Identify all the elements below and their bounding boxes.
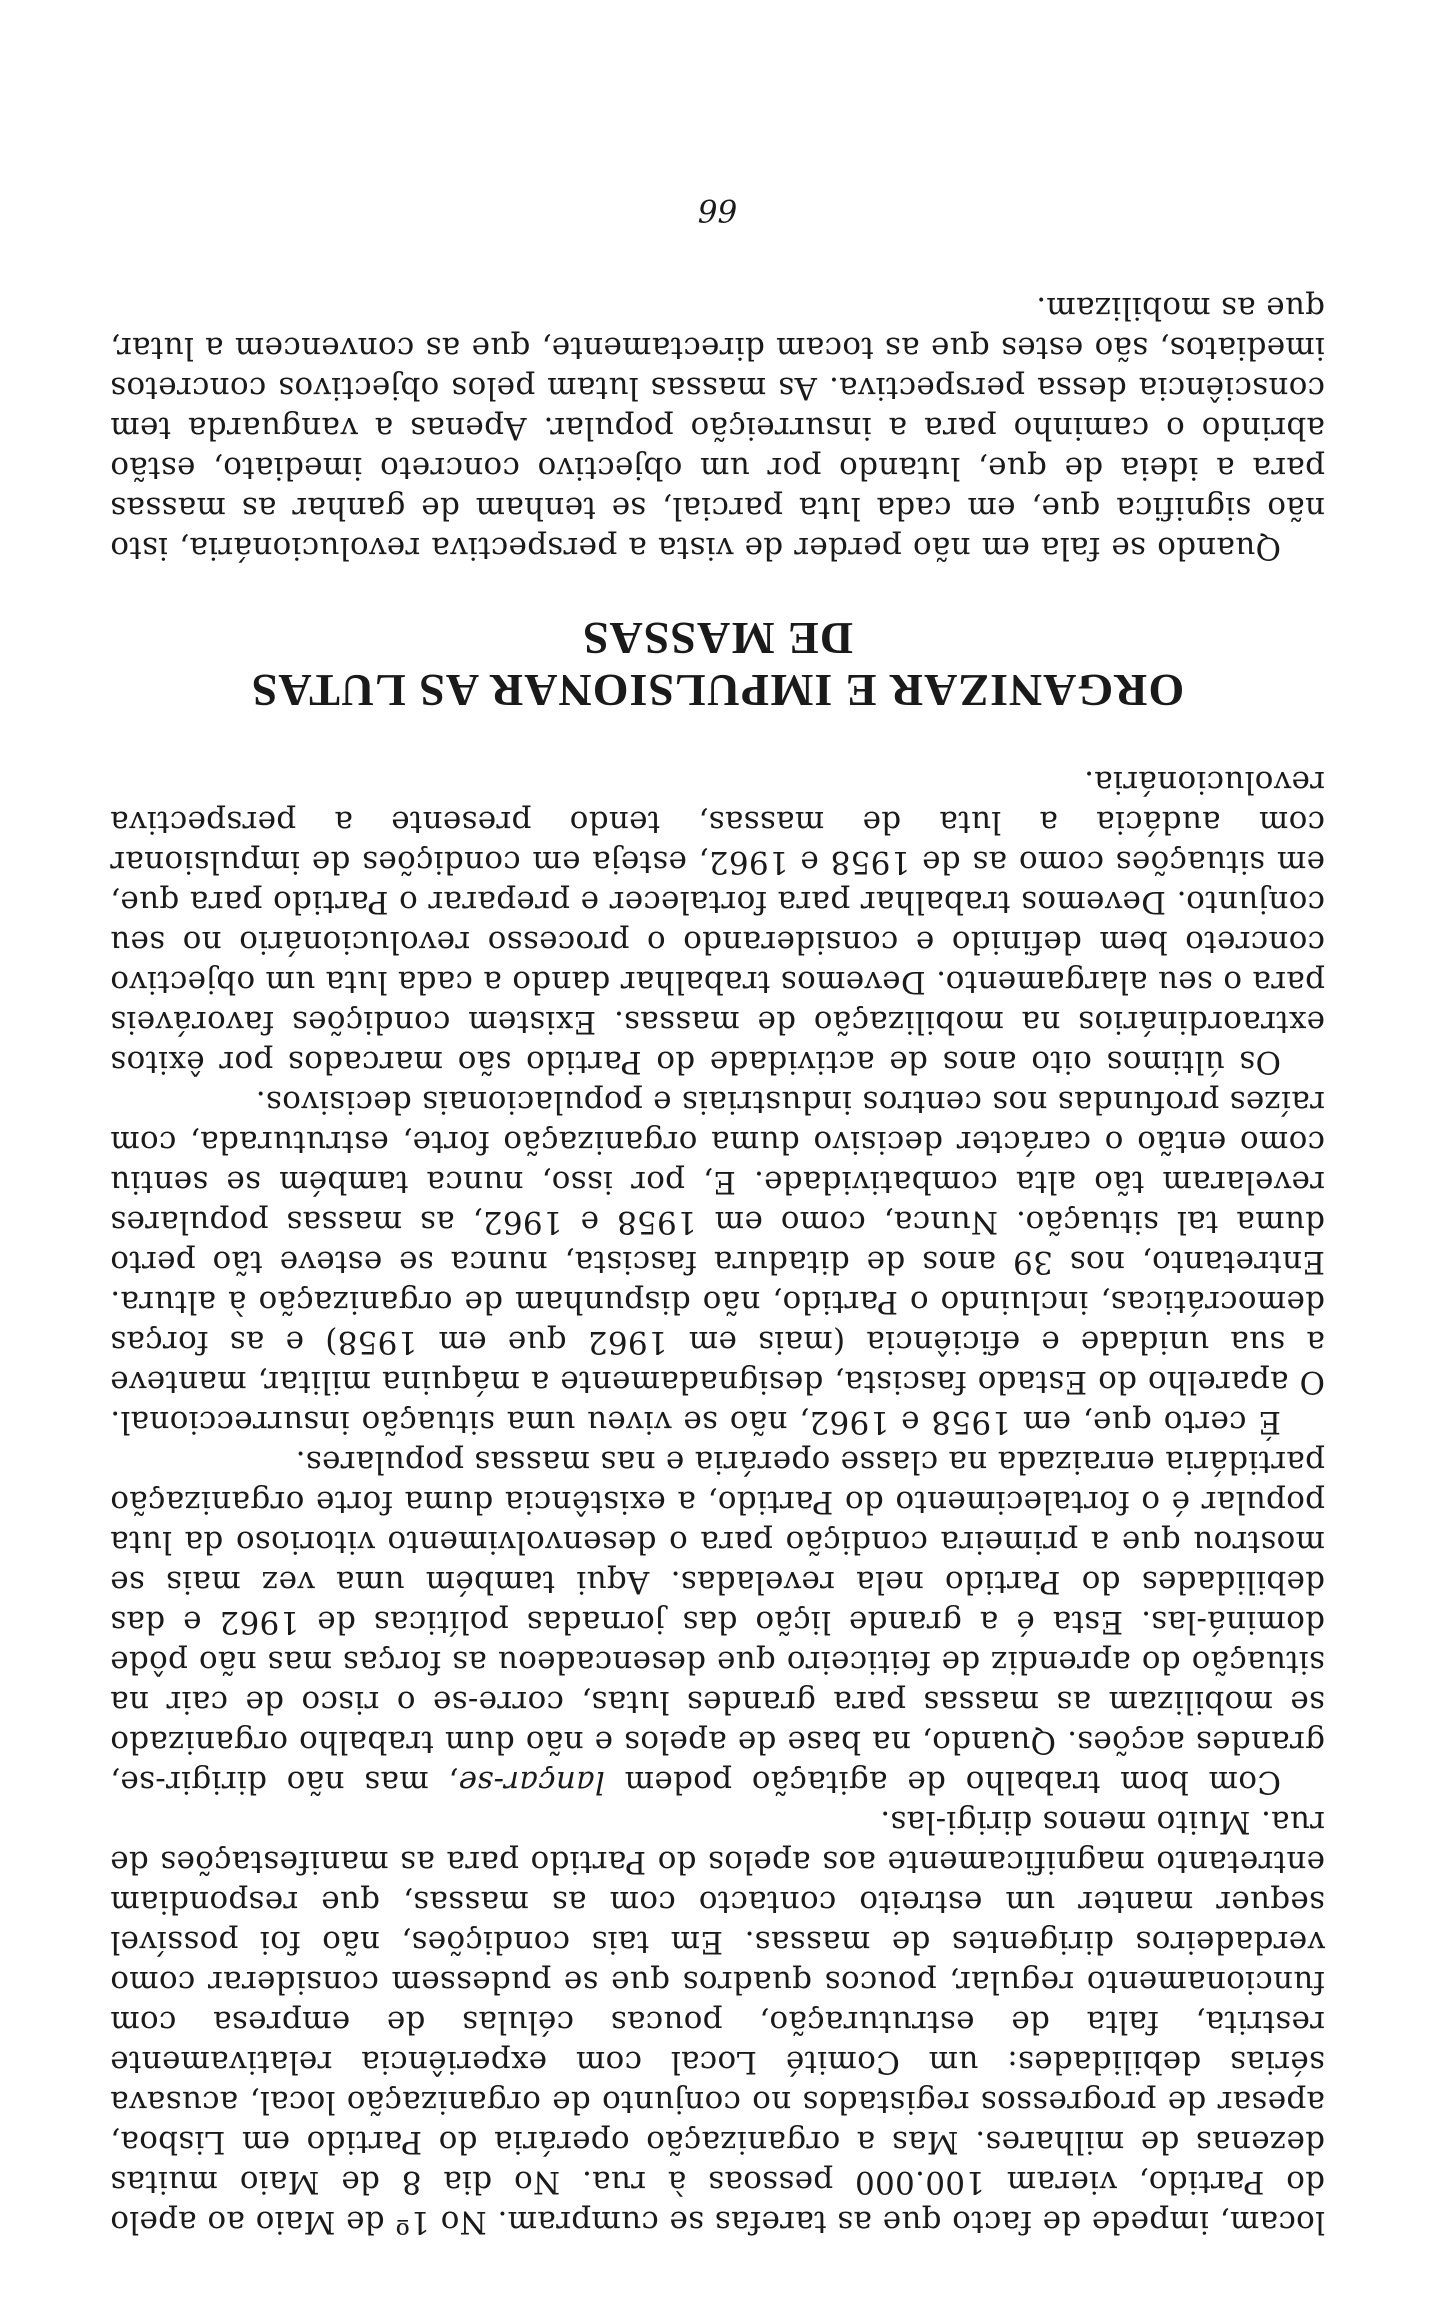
section-heading-line-1: ORGANIZAR E IMPULSIONAR AS LUTAS [250,665,1185,716]
italic-term: lançar-se [458,1764,605,1800]
paragraph-agitation-start: Com bom trabalho de agitação podem [604,1764,1281,1800]
paragraph-agitation [110,1442,1325,1802]
paragraph-perspective: Quando se fala em não perder de vista a perspectiva revolucionária, isto não significa que, em cada luta parcial, se tenham de ganhar as massas para a ideia de que, lutando por um objectivo concreto imediato, estão abrindo o caminho para a insurreição popular. Apenas a vanguarda tem consciência dessa perspectiva. As massas lutam pelos objectivos concretos imediatos, são estes que as tocam directamente, que as convencem a lutar, que as mobilizam. [110,290,1325,566]
section-heading [110,612,1325,716]
paragraph-opening: locam, impede de facto que as tarefas se cumpram. No 1º de Maio ao apelo do Partido, vieram 100.000 pessoas à rua. No dia 8 de Maio muitas dezenas de milhares. Mas a organização operária do Partido em Lisboa, apesar de progressos registados no conjunto de organização local, acusava sérias debilidades: um Comité Local com experiência relativamente restrita, falta de estruturação, poucas células de empresa com funcionamento regular, poucos quadros que se pudessem considerar como verdadeiros dirigentes de massas. Em tais condições, não foi possível sequer manter um estreito contacto com as massas, que respondiam entretanto magnificamente aos apelos do Partido para as manifestações de rua. Muito menos dirigi-las. [110,1804,1325,2240]
paragraph-achievements: Os últimos oito anos de actividade do Partido são marcados por êxitos extraordinários na mobilização de massas. Existem condições favoráveis para o seu alargamento. Devemos trabalhar dando a cada luta um objectivo concreto bem definido e considerando o processo revolucionário no seu conjunto. Devemos trabalhar para fortalecer e preparar o Partido para que, em situações como as de 1958 e 1962, esteja em condições de impulsionar com audácia a luta de massas, tendo presente a perspectiva revolucionária. [110,764,1325,1080]
paragraph-insurrection: É certo que, em 1958 e 1962, não se viveu uma situação insurreccional. O aparelho do Estado fascista, designadamente a máquina militar, manteve a sua unidade e eficiência (mais em 1962 que em 1958) e as forças democráticas, incluindo o Partido, não dispunham de organização à altura. Entretanto, nos 39 anos de ditadura fascista, nunca se esteve tão perto duma tal situação. Nunca, como em 1958 e 1962, as massas populares revelaram tão alta combatividade. E, por isso, nunca também se sentiu como então o carácter decisivo duma organização forte, estruturada, com raízes profundas nos centros industriais e populacionais decisivos. [110,1084,1325,1440]
page-number: 66 [697,192,738,228]
section-heading-line-2: DE MASSAS [582,613,854,664]
paragraph-agitation-rest: , mas não dirigir-se, grandes acções. Quando, na base de apelos e não dum trabalho organizado se mobilizam as massas para grandes lutas, corre-se o risco de cair na situação do aprendiz de feiticeiro que desencadeou as forças mas não pôde dominá-las. Esta é a grande lição das jornadas políticas de 1962 e das debilidades do Partido nela reveladas. Aqui também uma vez mais se mostrou que a primeira condição para o desenvolvimento vitorioso da luta popular é o fortalecimento do Partido, a existência duma forte organização partidária enraizada na classe operária e nas massas populares. [109,1444,1325,1800]
